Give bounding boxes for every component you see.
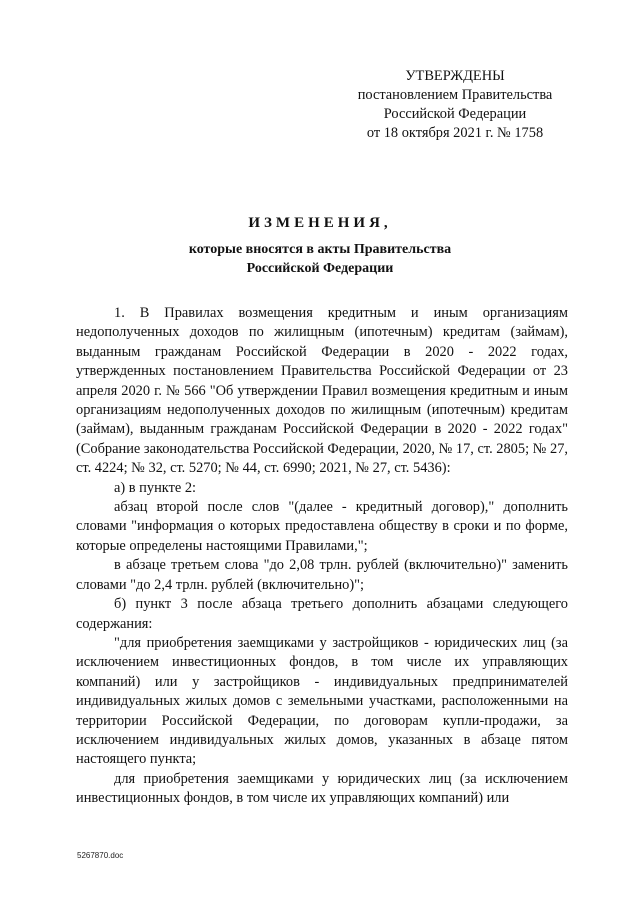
- paragraph: для приобретения заемщиками у юридических лиц (за исключением инвестиционных фондов, в том числе их управляющих компаний) или: [76, 770, 568, 807]
- approval-line: Российской Федерации: [383, 106, 527, 122]
- paragraph: в абзаце третьем слова "до 2,08 трлн. рублей (включительно)" заменить словами "до 2,4 трлн. рублей (включительно)";: [76, 557, 568, 593]
- file-reference: 5267870.doc: [77, 851, 124, 860]
- paragraph: 1. В Правилах возмещения кредитным и иным организациям недополученных доходов по жилищным (ипотечным) кредитам (займам), выданным гражданам Российской Федерации в 2020 - 2022 годах, утвержденных постановлением Правительства Российской Федерации от 23 апреля 2020 г. № 566 "Об утверждении Правил возмещения кредитным и иным организациям недополученных доходов по жилищным (ипотечным) кредитам (займам), выданным гражданам Российской Федерации в 2020 - 2022 годах" (Собрание законодательства Российской Федерации, 2020, № 17, ст. 2805; № 27, ст. 4224; № 32, ст. 5270; № 44, ст. 6990; 2021, № 27, ст. 5436):: [76, 305, 568, 477]
- document-title: ИЗМЕНЕНИЯ,: [248, 215, 392, 231]
- document-subtitle: [0, 240, 640, 278]
- approval-line: постановлением Правительства: [357, 87, 553, 103]
- subtitle-line: Российской Федерации: [246, 261, 394, 276]
- paragraph: б) пункт 3 после абзаца третьего дополнить абзацами следующего содержания:: [76, 596, 568, 632]
- approval-heading: УТВЕРЖДЕНЫ: [405, 68, 505, 84]
- paragraph: а) в пункте 2:: [114, 479, 197, 496]
- approval-stamp: [340, 67, 570, 143]
- approval-date-number: от 18 октября 2021 г. № 1758: [366, 125, 544, 141]
- document-body: [76, 304, 568, 809]
- subtitle-line: которые вносятся в акты Правительства: [188, 242, 452, 257]
- paragraph: абзац второй после слов "(далее - кредитный договор)," дополнить словами "информация о которых предоставлена обществу в сроки и по форме, которые определены настоящими Правилами,";: [76, 499, 568, 554]
- paragraph: "для приобретения заемщиками у застройщиков - юридических лиц (за исключением инвестиционных фондов, в том числе их управляющих компаний) или у застройщиков - индивидуальных предпринимателей индивидуальных жилых домов с земельными участками, расположенными на территории Российской Федерации, по договорам купли-продажи, за исключением индивидуальных жилых домов, указанных в абзаце пятом настоящего пункта;: [76, 634, 568, 768]
